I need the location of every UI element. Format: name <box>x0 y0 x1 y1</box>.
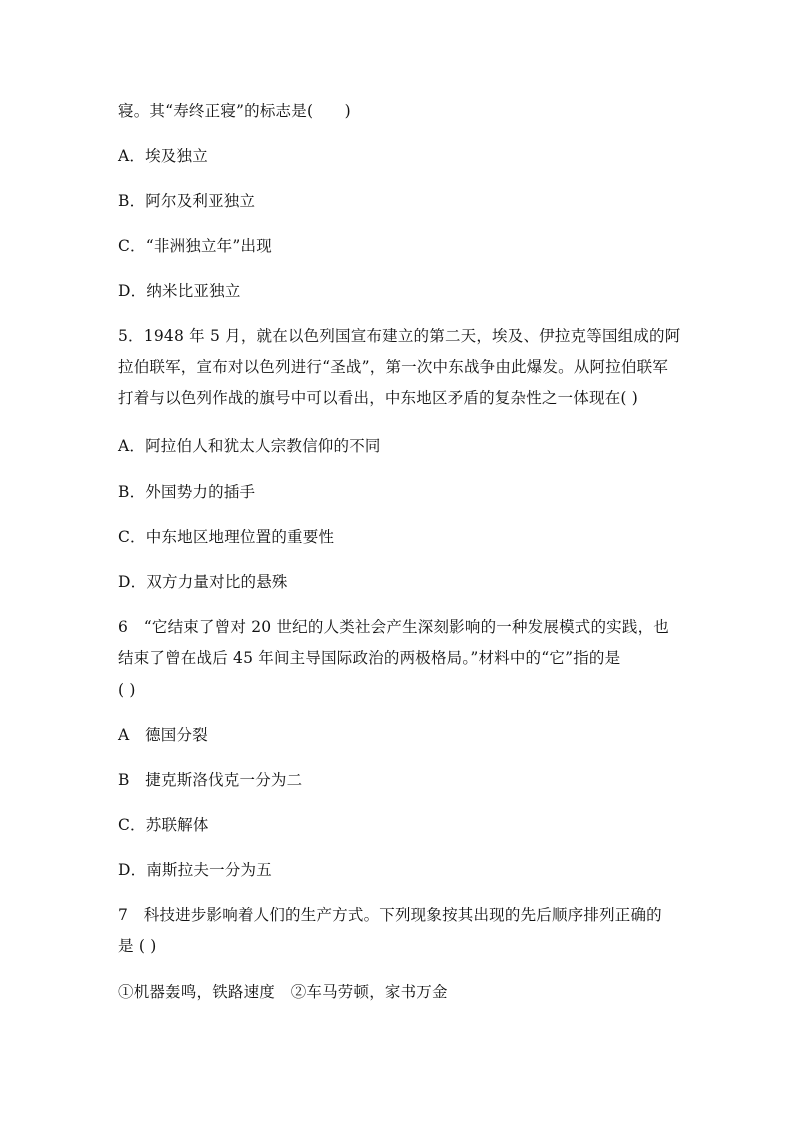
question-7-stem-line-1: 7 科技进步影响着人们的生产方式。下列现象按其出现的先后顺序排列正确的 <box>118 906 662 924</box>
question-4-option-a: A．埃及独立 <box>118 147 208 165</box>
question-4-option-d: D．纳米比亚独立 <box>118 282 241 300</box>
question-5-option-d: D．双方力量对比的悬殊 <box>118 573 288 591</box>
question-5-stem-line-2: 拉伯联军，宣布对以色列进行“圣战”，第一次中东战争由此爆发。从阿拉伯联军 <box>118 358 669 376</box>
question-4-option-b: B．阿尔及利亚独立 <box>118 192 256 210</box>
question-6-option-a: A 德国分裂 <box>118 726 208 744</box>
question-5-option-c: C．中东地区地理位置的重要性 <box>118 528 335 546</box>
question-6-stem-line-2: 结束了曾在战后 45 年间主导国际政治的两极格局。”材料中的“它”指的是 <box>118 649 621 667</box>
question-5-stem-line-1: 5．1948 年 5 月，就在以色列国宣布建立的第二天，埃及、伊拉克等国组成的阿 <box>118 327 681 345</box>
question-7-statements: ①机器轰鸣，铁路速度 ②车马劳顿，家书万金 <box>118 983 448 1001</box>
question-5-option-b: B．外国势力的插手 <box>118 483 256 501</box>
question-4-option-c: C．“非洲独立年”出现 <box>118 237 272 255</box>
question-6-option-c: C．苏联解体 <box>118 816 209 834</box>
question-6-option-b: B 捷克斯洛伐克一分为二 <box>118 771 303 789</box>
question-6-option-d: D．南斯拉夫一分为五 <box>118 861 272 879</box>
question-4-stem-end: 寝。其“寿终正寝”的标志是( ) <box>118 102 351 120</box>
question-6-stem-line-1: 6 “它结束了曾对 20 世纪的人类社会产生深刻影响的一种发展模式的实践，也 <box>118 618 669 636</box>
question-6-stem-line-3: ( ) <box>118 681 136 699</box>
question-5-stem-line-3: 打着与以色列作战的旗号中可以看出，中东地区矛盾的复杂性之一体现在( ) <box>118 389 639 407</box>
question-7-stem-line-2: 是 ( ) <box>118 937 157 955</box>
question-5-option-a: A．阿拉伯人和犹太人宗教信仰的不同 <box>118 437 381 455</box>
